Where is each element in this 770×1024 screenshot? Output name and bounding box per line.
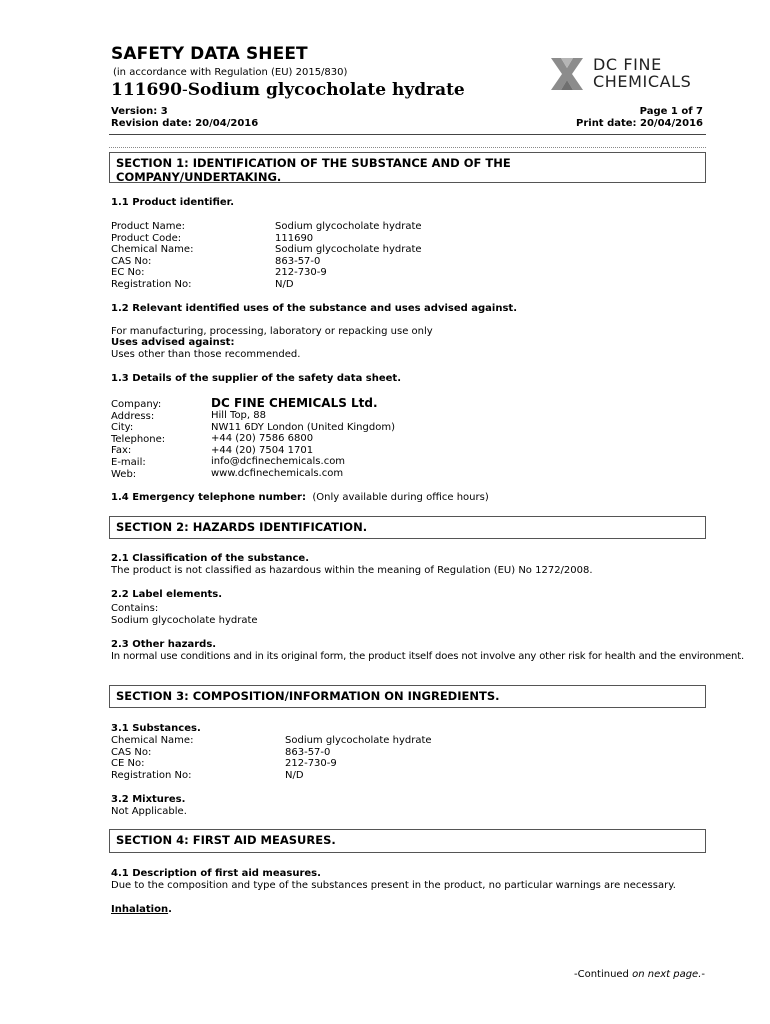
classification-text: The product is not classified as hazardous within the meaning of Regulation (EU) No 1272/2008. xyxy=(111,565,593,576)
section-2-title: SECTION 2: HAZARDS IDENTIFICATION. xyxy=(116,520,368,534)
supplier-label: Telephone: xyxy=(111,433,166,445)
section-4-title: SECTION 4: FIRST AID MEASURES. xyxy=(116,833,336,847)
section-3-title: SECTION 3: COMPOSITION/INFORMATION ON INGREDIENTS. xyxy=(116,689,500,703)
regulation-subtitle: (in accordance with Regulation (EU) 2015/830) xyxy=(113,67,348,78)
section-1-title-line2: COMPANY/UNDERTAKING. xyxy=(116,170,282,184)
supplier-label: Fax: xyxy=(111,445,132,457)
emergency-phone-note: (Only available during office hours) xyxy=(312,492,489,503)
identifier-label: Registration No: xyxy=(111,278,192,290)
label-substance: Sodium glycocholate hydrate xyxy=(111,615,258,626)
continued-end: - xyxy=(701,969,705,980)
identifier-label: Product Name: xyxy=(111,221,186,232)
section-3-header xyxy=(109,685,706,708)
supplier-value: +44 (20) 7586 6800 xyxy=(211,433,314,445)
header-divider xyxy=(109,134,706,135)
label-contains: Contains: xyxy=(111,603,159,614)
logo-text-line2: CHEMICALS xyxy=(593,72,692,91)
mixtures-text: Not Applicable. xyxy=(111,806,187,817)
section-1-title-line1: SECTION 1: IDENTIFICATION OF THE SUBSTANCE AND OF THE xyxy=(116,156,511,170)
substance-label: CAS No: xyxy=(111,746,152,758)
section-2-3-heading: 2.3 Other hazards. xyxy=(111,639,217,650)
product-code: 111690 xyxy=(111,80,182,100)
section-1-2-heading: 1.2 Relevant identified uses of the substance and uses advised against. xyxy=(111,303,517,314)
dc-fine-chemicals-x-logo-icon xyxy=(549,56,585,92)
section-1-4 xyxy=(111,492,489,504)
revision-date: Revision date: 20/04/2016 xyxy=(111,118,259,129)
supplier-labels xyxy=(111,398,165,480)
identified-uses-text: For manufacturing, processing, laboratory or repacking use only xyxy=(111,326,433,337)
section-1-header xyxy=(109,152,706,183)
other-hazards-text: In normal use conditions and in its original form, the product itself does not involve any other risk for health and the environment. xyxy=(111,651,745,662)
identifier-value: 212-730-9 xyxy=(275,267,327,279)
continued-label: -Continued xyxy=(573,969,633,980)
section-3-1-heading: 3.1 Substances. xyxy=(111,723,201,734)
section-3-2-heading: 3.2 Mixtures. xyxy=(111,794,186,805)
identifier-label: Product Code: xyxy=(111,232,182,244)
uses-advised-against-text: Uses other than those recommended. xyxy=(111,349,301,360)
next-page-label: on next page. xyxy=(632,969,702,980)
section-4-header xyxy=(109,829,706,853)
logo-text-line1: DC FINE xyxy=(593,55,662,74)
section-4-1-heading: 4.1 Description of first aid measures. xyxy=(111,868,321,879)
document-title: SAFETY DATA SHEET xyxy=(111,44,308,64)
supplier-value: +44 (20) 7504 1701 xyxy=(211,444,314,456)
product-separator: - xyxy=(181,80,188,100)
supplier-label: E-mail: xyxy=(111,456,146,468)
substance-value: Sodium glycocholate hydrate xyxy=(285,735,432,746)
header-divider-dotted xyxy=(109,147,706,148)
supplier-label: Company: xyxy=(111,399,162,410)
substance-label: Registration No: xyxy=(111,769,192,781)
section-1-3-heading: 1.3 Details of the supplier of the safety data sheet. xyxy=(111,373,402,384)
substance-values xyxy=(285,735,432,781)
supplier-email: info@dcfinechemicals.com xyxy=(211,456,346,468)
section-2-1-heading: 2.1 Classification of the substance. xyxy=(111,553,310,564)
first-aid-description: Due to the composition and type of the substances present in the product, no particular warnings are necessary. xyxy=(111,880,676,891)
version-label: Version: 3 xyxy=(111,106,168,117)
identifier-value: Sodium glycocholate hydrate xyxy=(275,221,422,232)
supplier-label: Address: xyxy=(111,410,155,422)
supplier-value: NW11 6DY London (United Kingdom) xyxy=(211,421,395,433)
section-2-header xyxy=(109,516,706,539)
substance-label: Chemical Name: xyxy=(111,735,194,746)
identifier-label: EC No: xyxy=(111,267,145,279)
uses-advised-against-label: Uses advised against: xyxy=(111,337,235,348)
supplier-website: www.dcfinechemicals.com xyxy=(211,467,344,479)
supplier-value: Hill Top, 88 xyxy=(211,410,266,421)
substance-label: CE No: xyxy=(111,758,145,770)
identifier-value: 863-57-0 xyxy=(275,255,321,267)
substance-value: 863-57-0 xyxy=(285,746,331,758)
identifier-value: Sodium glycocholate hydrate xyxy=(275,244,422,256)
identifier-label: Chemical Name: xyxy=(111,244,194,256)
substance-value: 212-730-9 xyxy=(285,758,337,770)
print-date: Print date: 20/04/2016 xyxy=(576,118,703,129)
product-identifier-values xyxy=(275,221,422,291)
substance-labels xyxy=(111,735,193,781)
identifier-label: CAS No: xyxy=(111,255,152,267)
page-number: Page 1 of 7 xyxy=(639,106,703,117)
identifier-value: 111690 xyxy=(275,232,314,244)
product-identifier-labels xyxy=(111,221,193,291)
section-2-2-heading: 2.2 Label elements. xyxy=(111,589,223,600)
identifier-value: N/D xyxy=(275,278,294,290)
continued-footer xyxy=(574,969,705,981)
substance-value: N/D xyxy=(285,769,304,781)
product-name: Sodium glycocholate hydrate xyxy=(187,80,465,100)
section-1-4-heading: 1.4 Emergency telephone number: xyxy=(111,492,306,503)
supplier-label: Web: xyxy=(111,468,137,480)
inhalation-period: . xyxy=(168,904,172,915)
inhalation-heading xyxy=(111,904,172,916)
supplier-label: City: xyxy=(111,422,134,434)
inhalation-label: Inhalation xyxy=(111,904,169,915)
product-heading xyxy=(111,80,465,100)
section-1-1-heading: 1.1 Product identifier. xyxy=(111,197,234,208)
company-name: DC FINE CHEMICALS Ltd. xyxy=(211,396,378,410)
supplier-values xyxy=(211,396,395,480)
